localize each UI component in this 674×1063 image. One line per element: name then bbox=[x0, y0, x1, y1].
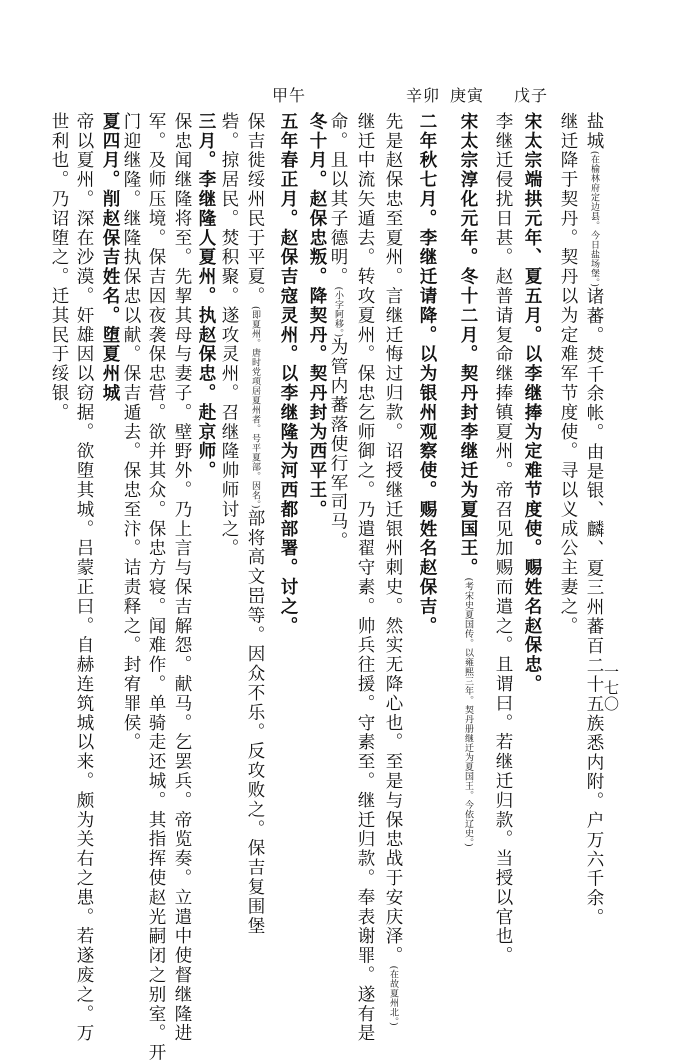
body-text: 为管内蕃落使行军司马。 bbox=[328, 337, 348, 552]
text-column bbox=[491, 112, 515, 992]
ganzhi-jiawu: 甲午 bbox=[272, 86, 307, 105]
body-text: 继迁中流矢遁去。转攻夏州。保忠乞师御之。乃遣翟守素。帅兵往援。守素至。继迁归款。奉表谢罪。遂有是 bbox=[355, 112, 375, 1044]
ganzhi-gengyin: 庚寅 bbox=[450, 86, 485, 105]
text-column bbox=[144, 112, 168, 1063]
annotation-note: (即夏州。唐时党项居夏州者。号平夏部。因名。) bbox=[250, 306, 260, 510]
ganzhi-wuzi: 戊子 bbox=[514, 86, 549, 105]
text-column bbox=[194, 112, 218, 992]
text-column bbox=[556, 112, 580, 992]
text-column bbox=[119, 112, 143, 992]
body-text: 盐城 bbox=[584, 112, 604, 151]
text-column bbox=[305, 112, 329, 992]
annotation-note: (在榆林府定边县。今日盐场堡。) bbox=[589, 150, 599, 288]
text-column bbox=[326, 112, 350, 992]
body-text: 命。且以其子德明。 bbox=[328, 112, 348, 287]
text-column bbox=[47, 112, 71, 992]
text-column bbox=[217, 112, 241, 992]
annotation-note: (小字阿移。) bbox=[333, 286, 343, 338]
text-column bbox=[582, 112, 606, 992]
text-column bbox=[381, 112, 405, 1027]
body-text: 帝以夏州。深在沙漠。奸雄因以窃据。欲堕其城。吕蒙正曰。自赫连筑城以来。颇为关右之患。若遂废之。万 bbox=[74, 112, 94, 1044]
entry-heading: 夏四月。削赵保吉姓名。堕夏州城 bbox=[100, 112, 120, 403]
text-column bbox=[456, 112, 480, 992]
body-text: 世利也。乃诏堕之。迁其民于绥银。 bbox=[49, 112, 69, 423]
ganzhi-xinmao: 辛卯 bbox=[406, 86, 441, 105]
body-text: 门迎继隆。继隆执保忠以献。保吉遁去。保忠至汴。诘责释之。封宥罪侯。 bbox=[121, 112, 141, 753]
annotation-note: (考宋史夏国传。以雍熙三年。契丹册继迁为夏国王。今依辽史。) bbox=[463, 577, 473, 848]
body-text: 保吉徙绥州民于平夏。 bbox=[245, 112, 265, 306]
entry-heading: 宋太宗淳化元年。冬十二月。契丹封李继迁为夏国王。 bbox=[458, 112, 478, 578]
body-text: 保忠闻继隆将至。先挈其母与妻子。壁野外。乃上言与保吉解怨。献马。乞罢兵。帝览奏。立遣中使督继隆进 bbox=[172, 112, 192, 1044]
body-text: 部将高文岊等。因众不乐。反攻败之。保吉复围堡 bbox=[245, 509, 265, 936]
text-column bbox=[520, 112, 544, 992]
entry-heading: 宋太宗端拱元年、夏五月。以李继捧为定难节度使。赐姓名赵保忠。 bbox=[522, 112, 542, 694]
text-column bbox=[415, 112, 439, 992]
entry-heading: 三月。李继隆人夏州。执赵保忠。赴京师。 bbox=[196, 112, 216, 481]
body-text: 军。及师压境。保吉因夜袭保忠营。欲并其众。保忠方寝。闻难作。单骑走还城。其指挥使赵光嗣闭之别室。开 bbox=[146, 112, 166, 1063]
body-text: 诸蕃。焚千余帐。由是银、麟、夏三州蕃百二十五族悉内附。户万六千余。 bbox=[584, 287, 604, 928]
annotation-note: (在故夏州北。) bbox=[388, 965, 398, 1027]
body-text: 继迁降于契丹。契丹以为定难军节度使。寻以义成公主妻之。 bbox=[558, 112, 578, 636]
body-text: 砦。掠居民。焚积聚。遂攻灵州。召继隆帅师讨之。 bbox=[219, 112, 239, 559]
body-text: 李继迁侵扰日甚。赵普请复命继捧镇夏州。帝召见加赐而遣之。且谓曰。若继迁归款。当授以官也。 bbox=[493, 112, 513, 966]
text-column bbox=[353, 112, 377, 1044]
text-column bbox=[276, 112, 300, 992]
entry-heading: 五年春正月。赵保吉寇灵州。以李继隆为河西都部署。讨之。 bbox=[278, 112, 298, 636]
body-text: 先是赵保忠至夏州。言继迁悔过归款。诏授继迁银州刺史。然实无降心也。至是与保忠战于安庆泽。 bbox=[383, 112, 403, 966]
text-column bbox=[98, 112, 122, 992]
text-column bbox=[170, 112, 194, 1044]
text-column bbox=[72, 112, 96, 1044]
entry-heading: 冬十月。赵保忠叛。降契丹。契丹封为西平王。 bbox=[307, 112, 327, 520]
entry-heading: 二年秋七月。李继迁请降。以为银州观察使。赐姓名赵保吉。 bbox=[417, 112, 437, 636]
text-column bbox=[243, 112, 267, 992]
page-number: 一七〇 bbox=[602, 664, 620, 712]
